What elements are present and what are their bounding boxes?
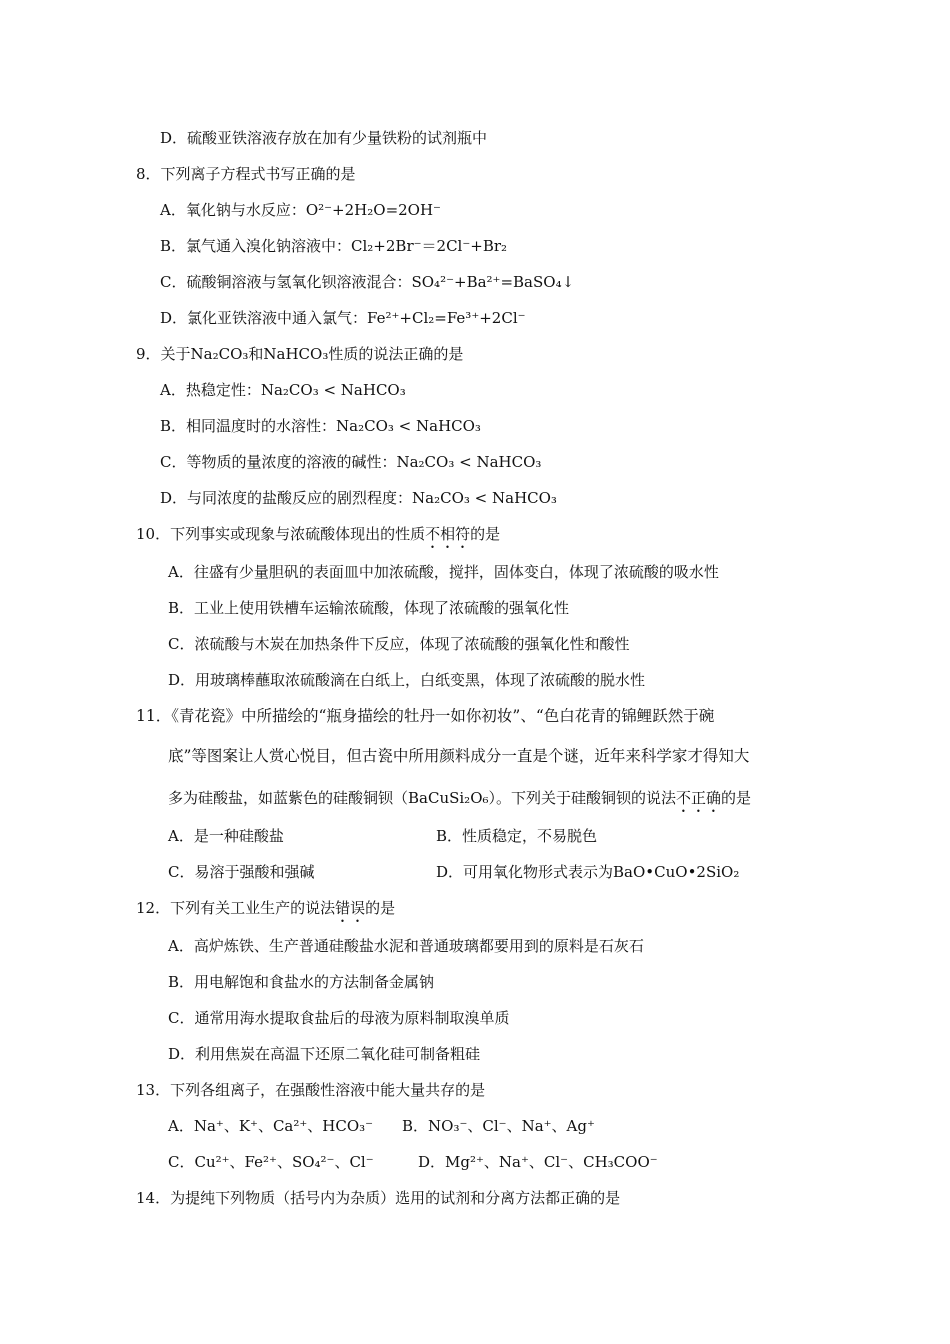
- q9-option-b: B．相同温度时的水溶性：Na₂CO₃ < NaHCO₃: [160, 417, 481, 435]
- q13-stem: 13．下列各组离子，在强酸性溶液中能大量共存的是: [136, 1081, 486, 1099]
- q8-option-d: D．氯化亚铁溶液中通入氯气：Fe²⁺+Cl₂=Fe³⁺+2Cl⁻: [160, 309, 526, 327]
- q10-option-b: B．工业上使用铁槽车运输浓硫酸，体现了浓硫酸的强氧化性: [168, 599, 570, 617]
- q10-stem: [136, 524, 500, 552]
- q11-option-b: B．性质稳定，不易脱色: [436, 827, 598, 845]
- q10-option-d: D．用玻璃棒蘸取浓硫酸滴在白纸上，白纸变黑，体现了浓硫酸的脱水性: [168, 671, 646, 689]
- q14-stem: 14．为提纯下列物质（括号内为杂质）选用的试剂和分离方法都正确的是: [136, 1189, 621, 1207]
- q13-option-d: D．Mg²⁺、Na⁺、Cl⁻、CH₃COO⁻: [418, 1153, 658, 1171]
- q12-option-d: D．利用焦炭在高温下还原二氧化硅可制备粗硅: [168, 1045, 481, 1063]
- q10-stem-emphasis: 不相符: [425, 525, 471, 543]
- q8-option-b: B．氯气通入溴化钠溶液中：Cl₂+2Br⁻＝2Cl⁻+Br₂: [160, 237, 508, 255]
- q8-stem: 8．下列离子方程式书写正确的是: [136, 165, 356, 183]
- q11-stem-line1: 11．《青花瓷》中所描绘的“瓶身描绘的牡丹一如你初妆”、“色白花青的锦鲤跃然于碗: [136, 707, 715, 725]
- q9-option-c: C．等物质的量浓度的溶液的碱性：Na₂CO₃ < NaHCO₃: [160, 453, 542, 471]
- q12-stem-end: 的是: [365, 899, 396, 917]
- q10-option-a: A．往盛有少量胆矾的表面皿中加浓硫酸，搅拌，固体变白，体现了浓硫酸的吸水性: [168, 563, 719, 581]
- q11-option-c: C．易溶于强酸和强碱: [168, 863, 315, 881]
- q11-stem-line2: 底”等图案让人赏心悦目，但古瓷中所用颜料成分一直是个谜，近年来科学家才得知大: [168, 747, 750, 765]
- q11-stem-text: 多为硅酸盐，如蓝紫色的硅酸铜钡（BaCuSi₂O₆）。下列关于硅酸铜钡的说法: [168, 789, 677, 807]
- q10-stem-end: 的是: [470, 525, 501, 543]
- q12-stem-emphasis: 错误: [335, 899, 366, 917]
- q10-stem-text: 10．下列事实或现象与浓硫酸体现出的性质: [136, 525, 426, 543]
- q11-option-a: A．是一种硅酸盐: [168, 827, 284, 845]
- q8-option-a: A．氧化钠与水反应：O²⁻+2H₂O=2OH⁻: [160, 201, 441, 219]
- q12-option-a: A．高炉炼铁、生产普通硅酸盐水泥和普通玻璃都要用到的原料是石灰石: [168, 937, 644, 955]
- q11-stem-emphasis: 不正确: [676, 789, 722, 807]
- q12-stem: [136, 898, 395, 926]
- q7-option-d: D．硫酸亚铁溶液存放在加有少量铁粉的试剂瓶中: [160, 129, 488, 147]
- q12-option-b: B．用电解饱和食盐水的方法制备金属钠: [168, 973, 435, 991]
- q9-option-a: A．热稳定性：Na₂CO₃ < NaHCO₃: [160, 381, 406, 399]
- q12-option-c: C．通常用海水提取食盐后的母液为原料制取溴单质: [168, 1009, 510, 1027]
- q9-option-d: D．与同浓度的盐酸反应的剧烈程度：Na₂CO₃ < NaHCO₃: [160, 489, 557, 507]
- q11-option-d: D．可用氧化物形式表示为BaO•CuO•2SiO₂: [436, 863, 740, 881]
- q8-option-c: C．硫酸铜溶液与氢氧化钡溶液混合：SO₄²⁻+Ba²⁺=BaSO₄↓: [160, 273, 575, 291]
- q10-option-c: C．浓硫酸与木炭在加热条件下反应，体现了浓硫酸的强氧化性和酸性: [168, 635, 630, 653]
- q9-stem: 9．关于Na₂CO₃和NaHCO₃性质的说法正确的是: [136, 345, 464, 363]
- q13-option-b: B．NO₃⁻、Cl⁻、Na⁺、Ag⁺: [402, 1117, 595, 1135]
- q12-stem-text: 12．下列有关工业生产的说法: [136, 899, 336, 917]
- q13-option-c: C．Cu²⁺、Fe²⁺、SO₄²⁻、Cl⁻: [168, 1153, 374, 1171]
- q11-stem-line3: [168, 788, 751, 816]
- q13-option-a: A．Na⁺、K⁺、Ca²⁺、HCO₃⁻: [168, 1117, 374, 1135]
- q11-stem-end: 的是: [721, 789, 752, 807]
